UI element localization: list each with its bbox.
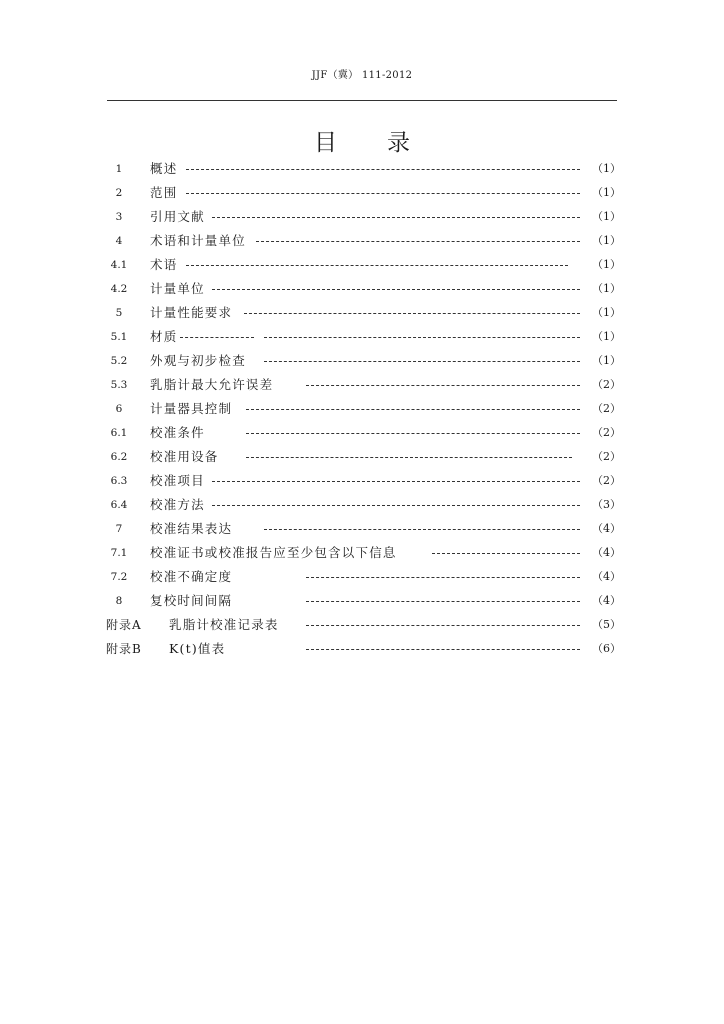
toc-page: （1） [592, 210, 621, 223]
toc-number: 2 [115, 187, 123, 199]
toc-number: 6.2 [110, 451, 128, 463]
toc-row[interactable] [0, 302, 724, 324]
toc-row[interactable] [0, 422, 724, 444]
toc-row[interactable] [0, 446, 724, 468]
toc-number: 6 [115, 403, 123, 415]
toc-page: （1） [592, 234, 621, 247]
toc-number: 附录B [106, 642, 142, 656]
toc-leader [432, 553, 580, 554]
toc-label: 校准用设备 [150, 449, 219, 464]
toc-page: （1） [592, 306, 621, 319]
toc-label: 计量性能要求 [150, 305, 233, 320]
toc-page: （4） [592, 570, 621, 583]
toc-page: （2） [592, 402, 621, 415]
toc-leader [256, 241, 580, 242]
toc-leader [264, 529, 580, 530]
toc-number: 1 [115, 163, 123, 175]
toc-number: 3 [115, 211, 123, 223]
toc-row[interactable] [0, 254, 724, 276]
toc-number: 5 [115, 307, 123, 319]
toc-label: 复校时间间隔 [150, 593, 233, 608]
toc-leader [246, 457, 572, 458]
toc-label: 乳脂计最大允许误差 [150, 377, 274, 392]
toc-number: 7.2 [110, 571, 128, 583]
toc-page: （2） [592, 378, 621, 391]
toc-page: （4） [592, 522, 621, 535]
toc-number: 8 [115, 595, 123, 607]
toc-label: 校准结果表达 [150, 521, 233, 536]
toc-leader [212, 217, 580, 218]
toc-label: K(t)值表 [169, 641, 226, 656]
toc-row[interactable] [0, 494, 724, 516]
toc-row[interactable] [0, 398, 724, 420]
toc-label: 引用文献 [150, 209, 205, 224]
toc-row[interactable] [0, 182, 724, 204]
toc-page: （1） [592, 354, 621, 367]
toc-leader [306, 601, 580, 602]
toc-leader [212, 505, 580, 506]
toc-leader [244, 313, 580, 314]
toc-row[interactable] [0, 206, 724, 228]
toc-label: 材质 [150, 329, 178, 344]
toc-leader [246, 409, 580, 410]
toc-page: （1） [592, 330, 621, 343]
toc-label: 计量器具控制 [150, 401, 233, 416]
toc-row[interactable] [0, 326, 724, 348]
toc-label: 校准项目 [150, 473, 205, 488]
toc-row[interactable] [0, 638, 724, 660]
toc-leader [186, 169, 580, 170]
toc-label: 概述 [150, 161, 178, 176]
toc-page: （1） [592, 186, 621, 199]
toc-number: 5.1 [110, 331, 128, 343]
toc-leader [264, 361, 580, 362]
toc-row[interactable] [0, 542, 724, 564]
toc-page: （3） [592, 498, 621, 511]
toc-row[interactable] [0, 518, 724, 540]
toc-label: 术语和计量单位 [150, 233, 246, 248]
toc-label: 校准方法 [150, 497, 205, 512]
toc-page: （5） [592, 618, 621, 631]
toc-number: 4.2 [110, 283, 128, 295]
toc-row[interactable] [0, 470, 724, 492]
toc-label: 校准不确定度 [150, 569, 233, 584]
toc-row[interactable] [0, 374, 724, 396]
toc-number: 附录A [106, 618, 142, 632]
toc-row[interactable] [0, 158, 724, 180]
toc-leader [246, 433, 580, 434]
toc-label: 计量单位 [150, 281, 205, 296]
toc-row[interactable] [0, 350, 724, 372]
toc-leader [306, 625, 580, 626]
toc-page: （2） [592, 426, 621, 439]
toc-row[interactable] [0, 230, 724, 252]
toc-leader [212, 289, 580, 290]
toc-row[interactable] [0, 566, 724, 588]
toc-label: 外观与初步检查 [150, 353, 246, 368]
toc-page: （4） [592, 594, 621, 607]
toc-number: 7.1 [110, 547, 128, 559]
toc-page: （2） [592, 450, 621, 463]
toc-page: （6） [592, 642, 621, 655]
toc-leader [264, 337, 580, 338]
toc-leader [212, 481, 580, 482]
toc-row[interactable] [0, 590, 724, 612]
toc-page: （1） [592, 162, 621, 175]
toc-label: 校准证书或校准报告应至少包含以下信息 [150, 545, 397, 560]
toc-label: 校准条件 [150, 425, 205, 440]
toc-leader [306, 649, 580, 650]
toc-number: 7 [115, 523, 123, 535]
toc-number: 4 [115, 235, 123, 247]
toc-page: （1） [592, 258, 621, 271]
toc-number: 5.2 [110, 355, 128, 367]
document-header: JJF（冀） 111-2012 [311, 70, 413, 81]
page-title: 目录 [314, 130, 460, 156]
toc-label: 乳脂计校准记录表 [169, 617, 279, 632]
toc-leader [306, 577, 580, 578]
toc-page: （2） [592, 474, 621, 487]
toc-number: 4.1 [110, 259, 128, 271]
toc-leader [186, 265, 568, 266]
toc-number: 6.3 [110, 475, 128, 487]
toc-number: 6.1 [110, 427, 128, 439]
toc-label: 术语 [150, 257, 178, 272]
toc-leader [180, 337, 254, 338]
toc-page: （1） [592, 282, 621, 295]
toc-page: （4） [592, 546, 621, 559]
toc-number: 6.4 [110, 499, 128, 511]
toc-row[interactable] [0, 278, 724, 300]
toc-leader [306, 385, 580, 386]
toc-row[interactable] [0, 614, 724, 636]
toc-number: 5.3 [110, 379, 128, 391]
toc-leader [186, 193, 580, 194]
header-rule [107, 100, 617, 101]
toc-label: 范围 [150, 185, 178, 200]
